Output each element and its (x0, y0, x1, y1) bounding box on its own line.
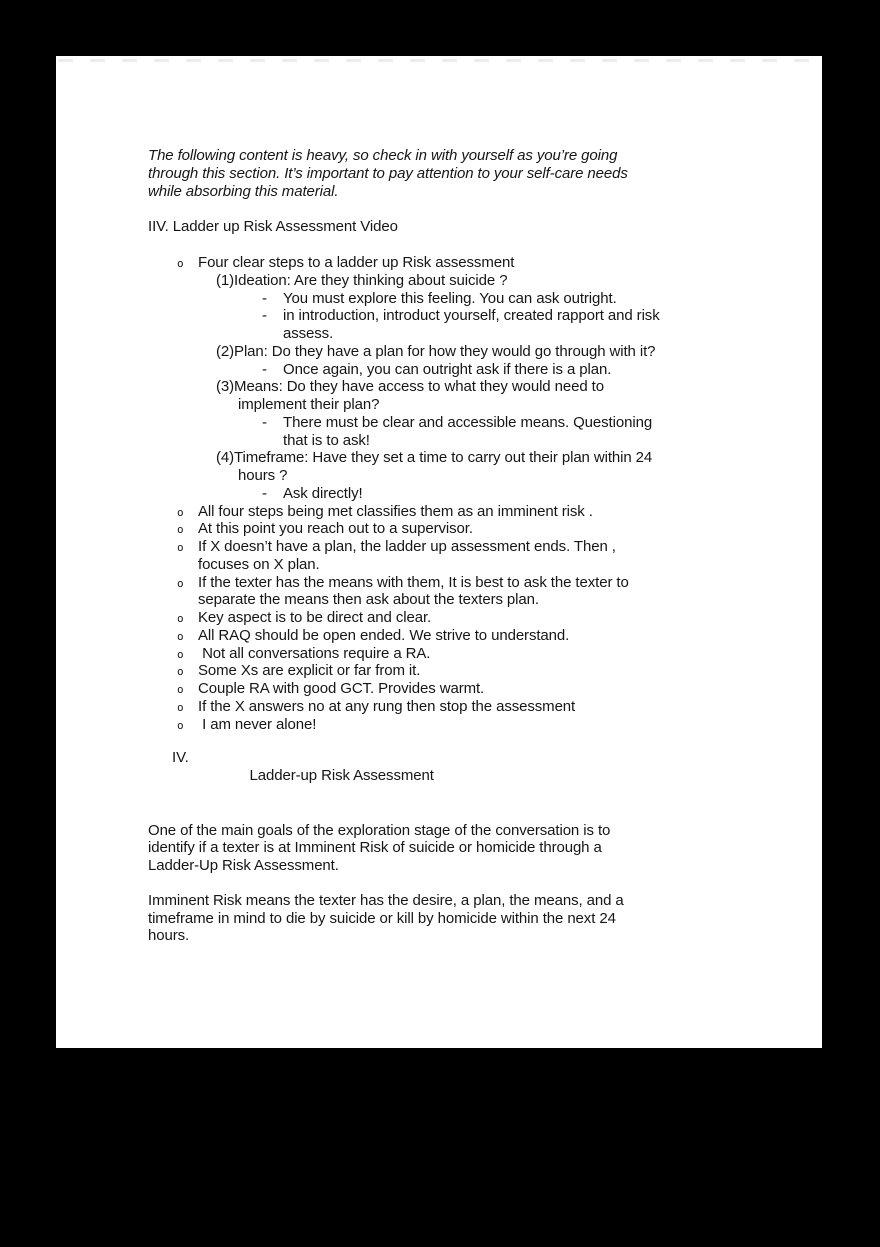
text-line: Imminent Risk means the texter has the desire, a plan, the means, and a (148, 891, 624, 909)
line-text: If the X answers no at any rung then stop the assessment (198, 697, 576, 715)
bullet-o-marker: o (177, 629, 184, 643)
risk-assessment-list (148, 254, 752, 733)
list-line (148, 449, 752, 467)
line-text: in introduction, introduct yourself, created rapport and risk (283, 307, 660, 325)
list-line (148, 254, 752, 272)
list-line (148, 432, 752, 450)
number-marker: (1) (216, 271, 235, 289)
line-text: Key aspect is to be direct and clear. (198, 609, 432, 626)
subsection-title: Ladder-up Risk Assessment (249, 767, 434, 784)
text-line: Ladder-Up Risk Assessment. (148, 857, 339, 874)
line-text: implement their plan? (238, 396, 380, 413)
line-text: At this point you reach out to a supervisor. (198, 520, 473, 538)
bullet-o-marker: o (177, 523, 184, 537)
document-page (56, 56, 822, 1048)
line-text: If X doesn’t have a plan, the ladder up assessment ends. Then , (198, 538, 616, 555)
list-line (148, 627, 752, 645)
list-line (148, 538, 752, 556)
list-line (148, 698, 752, 716)
list-line (148, 325, 752, 343)
number-marker: (2) (216, 342, 235, 360)
number-marker: (3) (216, 378, 235, 396)
text-line: identify if a texter is at Imminent Risk of suicide or homicide through a (148, 839, 602, 857)
line-text: hours ? (238, 467, 288, 484)
line-text: that is to ask! (283, 431, 370, 449)
dash-marker: - (262, 413, 267, 431)
list-line (148, 378, 752, 396)
list-line (148, 574, 752, 592)
line-text: Means: Do they have access to what they would need to (234, 378, 604, 396)
bullet-o-marker: o (177, 700, 184, 714)
dash-marker: - (262, 289, 267, 307)
bullet-o-marker: o (177, 505, 184, 519)
bullet-o-marker: o (177, 718, 184, 732)
line-text: Four clear steps to a ladder up Risk assessment (198, 254, 515, 271)
line-text: focuses on X plan. (198, 555, 320, 573)
list-line (148, 503, 752, 521)
list-line (148, 556, 752, 574)
line-text: I am never alone! (198, 715, 317, 733)
paragraph-exploration-goals (148, 822, 752, 875)
subsection-numeral: IV. (172, 749, 189, 767)
list-line (148, 467, 752, 485)
line-text: separate the means then ask about the texters plan. (198, 591, 539, 609)
self-care-note-paragraph (148, 147, 752, 200)
list-line (148, 680, 752, 698)
dash-marker: - (262, 484, 267, 502)
line-text: Not all conversations require a RA. (198, 644, 431, 662)
bullet-o-marker: o (177, 257, 184, 270)
line-text: Plan: Do they have a plan for how they would go through with it? (234, 342, 656, 360)
line-text: assess. (283, 325, 334, 342)
text-line: through this section. It’s important to pay attention to your self-care needs (148, 164, 628, 182)
list-line (148, 361, 752, 379)
bullet-o-marker: o (177, 683, 184, 696)
line-text: Couple RA with good GCT. Provides warmt. (198, 680, 485, 697)
paragraph-imminent-risk-definition (148, 892, 752, 945)
line-text: Timeframe: Have they set a time to carry out their plan within 24 (234, 449, 653, 467)
number-marker: (4) (216, 449, 235, 467)
list-line (148, 343, 752, 361)
line-text: Some Xs are explicit or far from it. (198, 662, 421, 680)
bullet-o-marker: o (177, 541, 184, 554)
bullet-o-marker: o (177, 647, 184, 661)
list-line (148, 609, 752, 627)
list-line (148, 591, 752, 609)
line-text: Ideation: Are they thinking about suicide ? (234, 271, 508, 289)
list-line (148, 645, 752, 663)
list-line (148, 662, 752, 680)
text-line: The following content is heavy, so check in with yourself as you’re going (148, 147, 618, 164)
page-content (56, 56, 822, 945)
line-text: Ask directly! (283, 484, 363, 502)
text-line: timeframe in mind to die by suicide or kill by homicide within the next 24 (148, 909, 616, 927)
list-line (148, 396, 752, 414)
bullet-o-marker: o (177, 576, 184, 590)
list-line (148, 307, 752, 325)
list-line (148, 520, 752, 538)
text-line: hours. (148, 927, 190, 945)
line-text: If the texter has the means with them, It is best to ask the texter to (198, 573, 629, 591)
subsection-heading (148, 749, 752, 802)
text-line: One of the main goals of the exploration stage of the conversation is to (148, 821, 611, 839)
text-line: while absorbing this material. (148, 182, 339, 200)
bullet-o-marker: o (177, 612, 184, 625)
line-text: There must be clear and accessible means. Questioning (283, 413, 653, 431)
line-text: All four steps being met classifies them as an imminent risk . (198, 502, 593, 520)
bullet-o-marker: o (177, 665, 184, 679)
list-line (148, 414, 752, 432)
list-line (148, 716, 752, 734)
line-text: You must explore this feeling. You can ask outright. (283, 289, 617, 307)
list-line (148, 485, 752, 503)
dash-marker: - (262, 360, 267, 378)
dash-marker: - (262, 307, 267, 325)
list-line (148, 290, 752, 308)
section-heading: IIV. Ladder up Risk Assessment Video (148, 218, 398, 236)
line-text: All RAQ should be open ended. We strive to understand. (198, 626, 570, 644)
line-text: Once again, you can outright ask if there is a plan. (283, 360, 612, 378)
list-line (148, 272, 752, 290)
